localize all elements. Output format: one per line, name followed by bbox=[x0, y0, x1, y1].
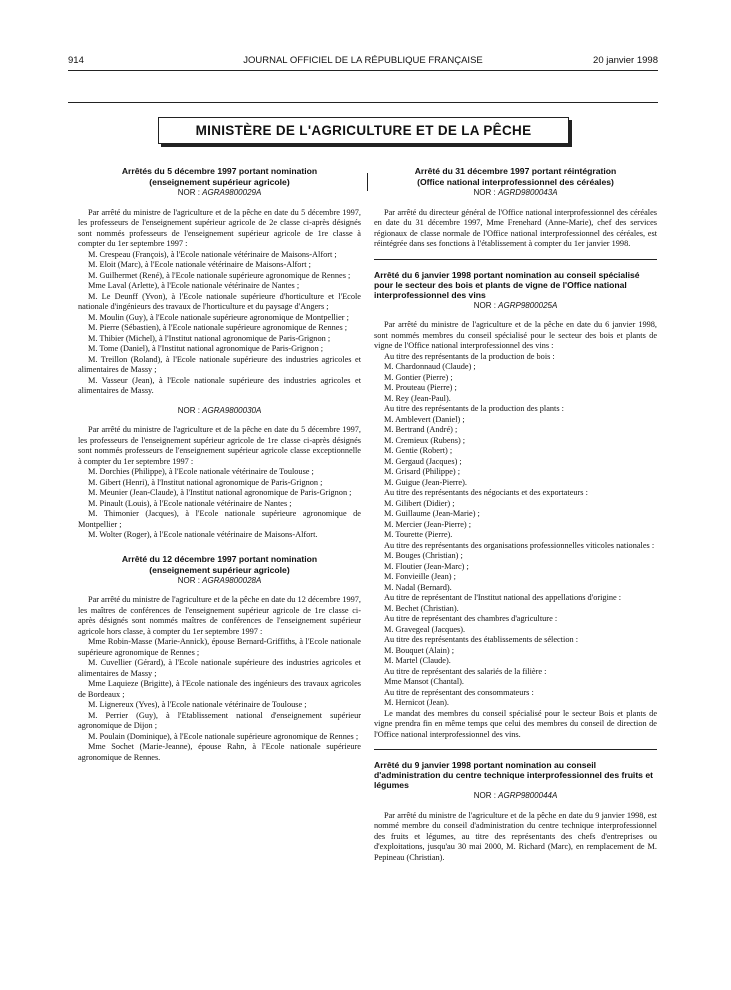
member-name: M. Martel (Claude). bbox=[384, 656, 451, 665]
appointee-item: M. Crespeau (François), à l'Ecole nationale vétérinaire de Maisons-Alfort ; bbox=[88, 249, 337, 259]
decree-section bbox=[78, 406, 361, 541]
appointee-item: M. Perrier (Guy), à l'Etablissement national d'enseignement supérieur agronomique de Dijon ; bbox=[78, 710, 361, 730]
decree-section bbox=[374, 760, 657, 863]
appointee-item: M. Thibier (Michel), à l'Institut national agronomique de Paris-Grignon ; bbox=[88, 333, 331, 343]
appointee-item: Mme Robin-Masse (Marie-Annick), épouse Bernard-Griffiths, à l'Ecole nationale supérieure agronomique de Rennes ; bbox=[78, 637, 361, 657]
member-name: M. Gergaud (Jacques) ; bbox=[384, 456, 462, 466]
decree-section bbox=[78, 554, 361, 764]
nor-reference: NOR : AGRP9800025A bbox=[473, 300, 558, 310]
group-heading: Au titre des représentants des organisations professionnelles viticoles nationales : bbox=[384, 540, 655, 550]
appointee-list bbox=[78, 637, 361, 763]
member-name: M. Guillaume (Jean-Marie) ; bbox=[384, 509, 480, 518]
appointee-list bbox=[78, 250, 361, 397]
appointee-item: M. Thimonier (Jacques), à l'Ecole nationale supérieure agronomique de Montpellier ; bbox=[78, 509, 361, 529]
decree-section bbox=[374, 270, 657, 741]
ministry-rule bbox=[68, 102, 658, 103]
member-name: M. Gontier (Pierre) ; bbox=[384, 372, 453, 382]
member-name: M. Chardonnaud (Claude) ; bbox=[384, 362, 476, 371]
member-name: M. Rey (Jean-Paul). bbox=[384, 393, 451, 403]
nor-reference: NOR : AGRP9800044A bbox=[473, 791, 558, 800]
column-separator bbox=[367, 173, 368, 191]
member-name: M. Prouteau (Pierre) ; bbox=[384, 383, 457, 392]
appointee-item: M. Guilhermet (René), à l'Ecole nationale supérieure agronomique de Rennes ; bbox=[88, 270, 351, 280]
decree-subtitle: (Office national interprofessionnel des céréales) bbox=[417, 177, 614, 187]
member-name: M. Bouges (Christian) ; bbox=[384, 551, 463, 560]
member-name: M. Grisard (Philippe) ; bbox=[384, 467, 461, 476]
group-heading: Au titre des représentants des établissements de sélection : bbox=[384, 635, 578, 644]
member-name: M. Gilibert (Didier) ; bbox=[384, 498, 455, 508]
member-name: Mme Mansot (Chantal). bbox=[384, 677, 464, 686]
member-name: M. Bouquet (Alain) ; bbox=[384, 645, 455, 655]
member-name: M. Nadal (Bernard). bbox=[384, 582, 452, 592]
decree-intro: Par arrêté du ministre de l'agriculture et de la pêche en date du 5 décembre 1997, les professeurs de l'enseignement supérieur agricole de 1re classe ci-après désignés sont nommés professeurs de l'enseignement supérieur agricole classe exceptionnelle à compter du 1er septembre 1997 : bbox=[78, 425, 361, 466]
appointee-item: M. Pierre (Sébastien), à l'Ecole nationale supérieure agronomique de Rennes ; bbox=[88, 323, 348, 332]
appointee-item: M. Poulain (Dominique), à l'Ecole nationale supérieure agronomique de Rennes ; bbox=[88, 731, 359, 741]
decree-intro: Par arrêté du ministre de l'agriculture et de la pêche en date du 5 décembre 1997, les professeurs de l'enseignement supérieur agricole de 2e classe ci-après désignés sont nommés professeurs de l'enseignement supérieur agricole de 1re classe à compter du 1er septembre 1997 : bbox=[78, 207, 361, 248]
member-name: M. Bechet (Christian). bbox=[384, 603, 459, 613]
group-heading: Au titre de représentant des salariés de la filière : bbox=[384, 666, 547, 676]
group-heading: Au titre de représentant des consommateurs : bbox=[384, 687, 534, 697]
nor-reference: NOR : AGRA9800028A bbox=[177, 575, 262, 585]
member-name: M. Cremieux (Rubens) ; bbox=[384, 435, 466, 445]
decree-closing: Le mandat des membres du conseil spécialisé pour le secteur Bois et plants de vigne prendra fin en même temps que celui des membres du conseil de direction de l'Office national interprofessionnel des vins. bbox=[374, 708, 657, 739]
left-column bbox=[78, 166, 361, 763]
appointee-item: Mme Laval (Arlette), à l'Ecole nationale vétérinaire de Nantes ; bbox=[88, 281, 300, 290]
decree-intro: Par arrêté du ministre de l'agriculture et de la pêche en date du 12 décembre 1997, les maîtres de conférences de l'enseignement supérieur agricole de 1re classe ci-après désignés sont nommés maîtres de conférences de l'enseignement supérieur agricole hors classe, à compter du 1er septembre 1997 : bbox=[78, 595, 361, 636]
decree-intro: Par arrêté du ministre de l'agriculture et de la pêche en date du 6 janvier 1998, sont nommés membres du conseil spécialisé pour le secteur des bois et plants de vigne de l'Office national interprofessionnel des vins : bbox=[374, 320, 657, 350]
member-name: M. Tourette (Pierre). bbox=[384, 530, 453, 539]
appointee-item: M. Cuvellier (Gérard), à l'Ecole nationale supérieure des industries agricoles et alimentaires de Massy ; bbox=[78, 658, 361, 678]
decree-body: Par arrêté du directeur général de l'Office national interprofessionnel des céréales en date du 31 décembre 1997, Mme Frenehard (Anne-Marie), chef des services régionaux de classe normale de l'Office national interprofessionnel des céréales, est réintégrée dans ses fonctions à l'établissement à compter du 1er janvier 1998. bbox=[374, 207, 657, 248]
appointee-item: M. Vasseur (Jean), à l'Ecole nationale supérieure des industries agricoles et alimentaires de Massy. bbox=[78, 375, 361, 395]
member-name: M. Hernicot (Jean). bbox=[384, 698, 449, 707]
decree-title: Arrêté du 31 décembre 1997 portant réintégration bbox=[414, 166, 617, 176]
decree-title: Arrêté du 9 janvier 1998 portant nomination au conseil d'administration du centre technique interprofessionnel des fruits et légumes bbox=[374, 760, 653, 790]
decree-body: Par arrêté du ministre de l'agriculture et de la pêche en date du 9 janvier 1998, est nommé membre du conseil d'administration du centre technique interprofessionnel des fruits et légumes, au titre des représentants des chefs d'entreprises ou d'exploitations, jusqu'au 30 mai 2000, M. Richard (Marc), en remplacement de M. Pepineau (Christian). bbox=[374, 810, 657, 862]
decree-subtitle: (enseignement supérieur agricole) bbox=[149, 564, 290, 575]
group-heading: Au titre de représentant des chambres d'agriculture : bbox=[384, 614, 558, 623]
decree-title: Arrêté du 6 janvier 1998 portant nomination au conseil spécialisé pour le secteur des bois et plants de vigne de l'Office national interprofessionnel des vins bbox=[374, 269, 640, 300]
appointee-item: M. Eloit (Marc), à l'Ecole nationale vétérinaire de Maisons-Alfort ; bbox=[88, 260, 311, 269]
member-name: M. Fonvieille (Jean) ; bbox=[384, 572, 456, 581]
nor-reference: NOR : AGRA9800030A bbox=[177, 405, 262, 415]
decree-section bbox=[374, 166, 657, 250]
member-name: M. Gentie (Robert) ; bbox=[384, 446, 453, 455]
appointee-item: Mme Laquieze (Brigitte), à l'Ecole nationale des ingénieurs des travaux agricoles de Bordeaux ; bbox=[78, 679, 361, 699]
nor-reference: NOR : AGRA9800029A bbox=[177, 188, 262, 197]
issue-date: 20 janvier 1998 bbox=[593, 55, 658, 66]
header-rule bbox=[68, 70, 658, 71]
decree-section bbox=[78, 166, 361, 397]
appointee-item: M. Le Deunff (Yvon), à l'Ecole nationale supérieure d'horticulture et l'Ecole nationale d'ingénieurs des travaux de l'horticulture et du paysage d'Angers ; bbox=[78, 291, 361, 311]
group-heading: Au titre de représentant de l'Institut national des appellations d'origine : bbox=[384, 593, 622, 602]
appointee-item: Mme Sochet (Marie-Jeanne), épouse Rahn, à l'Ecole nationale supérieure agronomique de Rennes. bbox=[78, 742, 361, 762]
member-name: M. Gravegeal (Jacques). bbox=[384, 624, 466, 634]
appointee-item: M. Lignereux (Yves), à l'Ecole nationale vétérinaire de Toulouse ; bbox=[88, 700, 307, 709]
journal-title: JOURNAL OFFICIEL DE LA RÉPUBLIQUE FRANÇAISE bbox=[243, 55, 483, 66]
decree-title: Arrêtés du 5 décembre 1997 portant nomination bbox=[121, 166, 318, 176]
group-heading: Au titre des représentants des négociants et des exportateurs : bbox=[384, 488, 588, 497]
appointee-item: M. Pinault (Louis), à l'Ecole nationale vétérinaire de Nantes ; bbox=[88, 498, 292, 508]
ministry-title: MINISTÈRE DE L'AGRICULTURE ET DE LA PÊCHE bbox=[158, 117, 569, 144]
group-heading: Au titre des représentants de la production de bois : bbox=[384, 351, 555, 361]
page-header bbox=[68, 55, 658, 69]
member-name: M. Bertrand (André) ; bbox=[384, 425, 458, 434]
appointee-item: M. Meunier (Jean-Claude), à l'Institut national agronomique de Paris-Grignon ; bbox=[88, 488, 352, 497]
page-number: 914 bbox=[68, 55, 84, 66]
decree-subtitle: (enseignement supérieur agricole) bbox=[149, 177, 290, 187]
member-name: M. Mercier (Jean-Pierre) ; bbox=[384, 519, 472, 529]
member-name: M. Amblevert (Daniel) ; bbox=[384, 414, 465, 424]
appointee-list bbox=[78, 467, 361, 541]
member-groups bbox=[374, 352, 657, 709]
appointee-item: M. Tome (Daniel), à l'Institut national agronomique de Paris-Grignon ; bbox=[88, 344, 324, 353]
section-divider bbox=[374, 259, 657, 260]
appointee-item: M. Gibert (Henri), à l'Institut national agronomique de Paris-Grignon ; bbox=[88, 477, 323, 487]
member-name: M. Guigue (Jean-Pierre). bbox=[384, 477, 467, 487]
right-column bbox=[374, 166, 657, 863]
appointee-item: M. Treillon (Roland), à l'Ecole nationale supérieure des industries agricoles et alimentaires de Massy ; bbox=[78, 354, 361, 374]
nor-reference: NOR : AGRD9800043A bbox=[473, 188, 558, 197]
appointee-item: M. Dorchies (Philippe), à l'Ecole nationale vétérinaire de Toulouse ; bbox=[88, 467, 314, 476]
appointee-item: M. Wolter (Roger), à l'Ecole nationale vétérinaire de Maisons-Alfort. bbox=[88, 530, 318, 539]
appointee-item: M. Moulin (Guy), à l'Ecole nationale supérieure agronomique de Montpellier ; bbox=[88, 312, 349, 322]
section-divider bbox=[374, 749, 657, 750]
decree-title: Arrêté du 12 décembre 1997 portant nomination bbox=[121, 553, 318, 564]
member-name: M. Floutier (Jean-Marc) ; bbox=[384, 561, 469, 571]
group-heading: Au titre des représentants de la production des plants : bbox=[384, 404, 564, 413]
